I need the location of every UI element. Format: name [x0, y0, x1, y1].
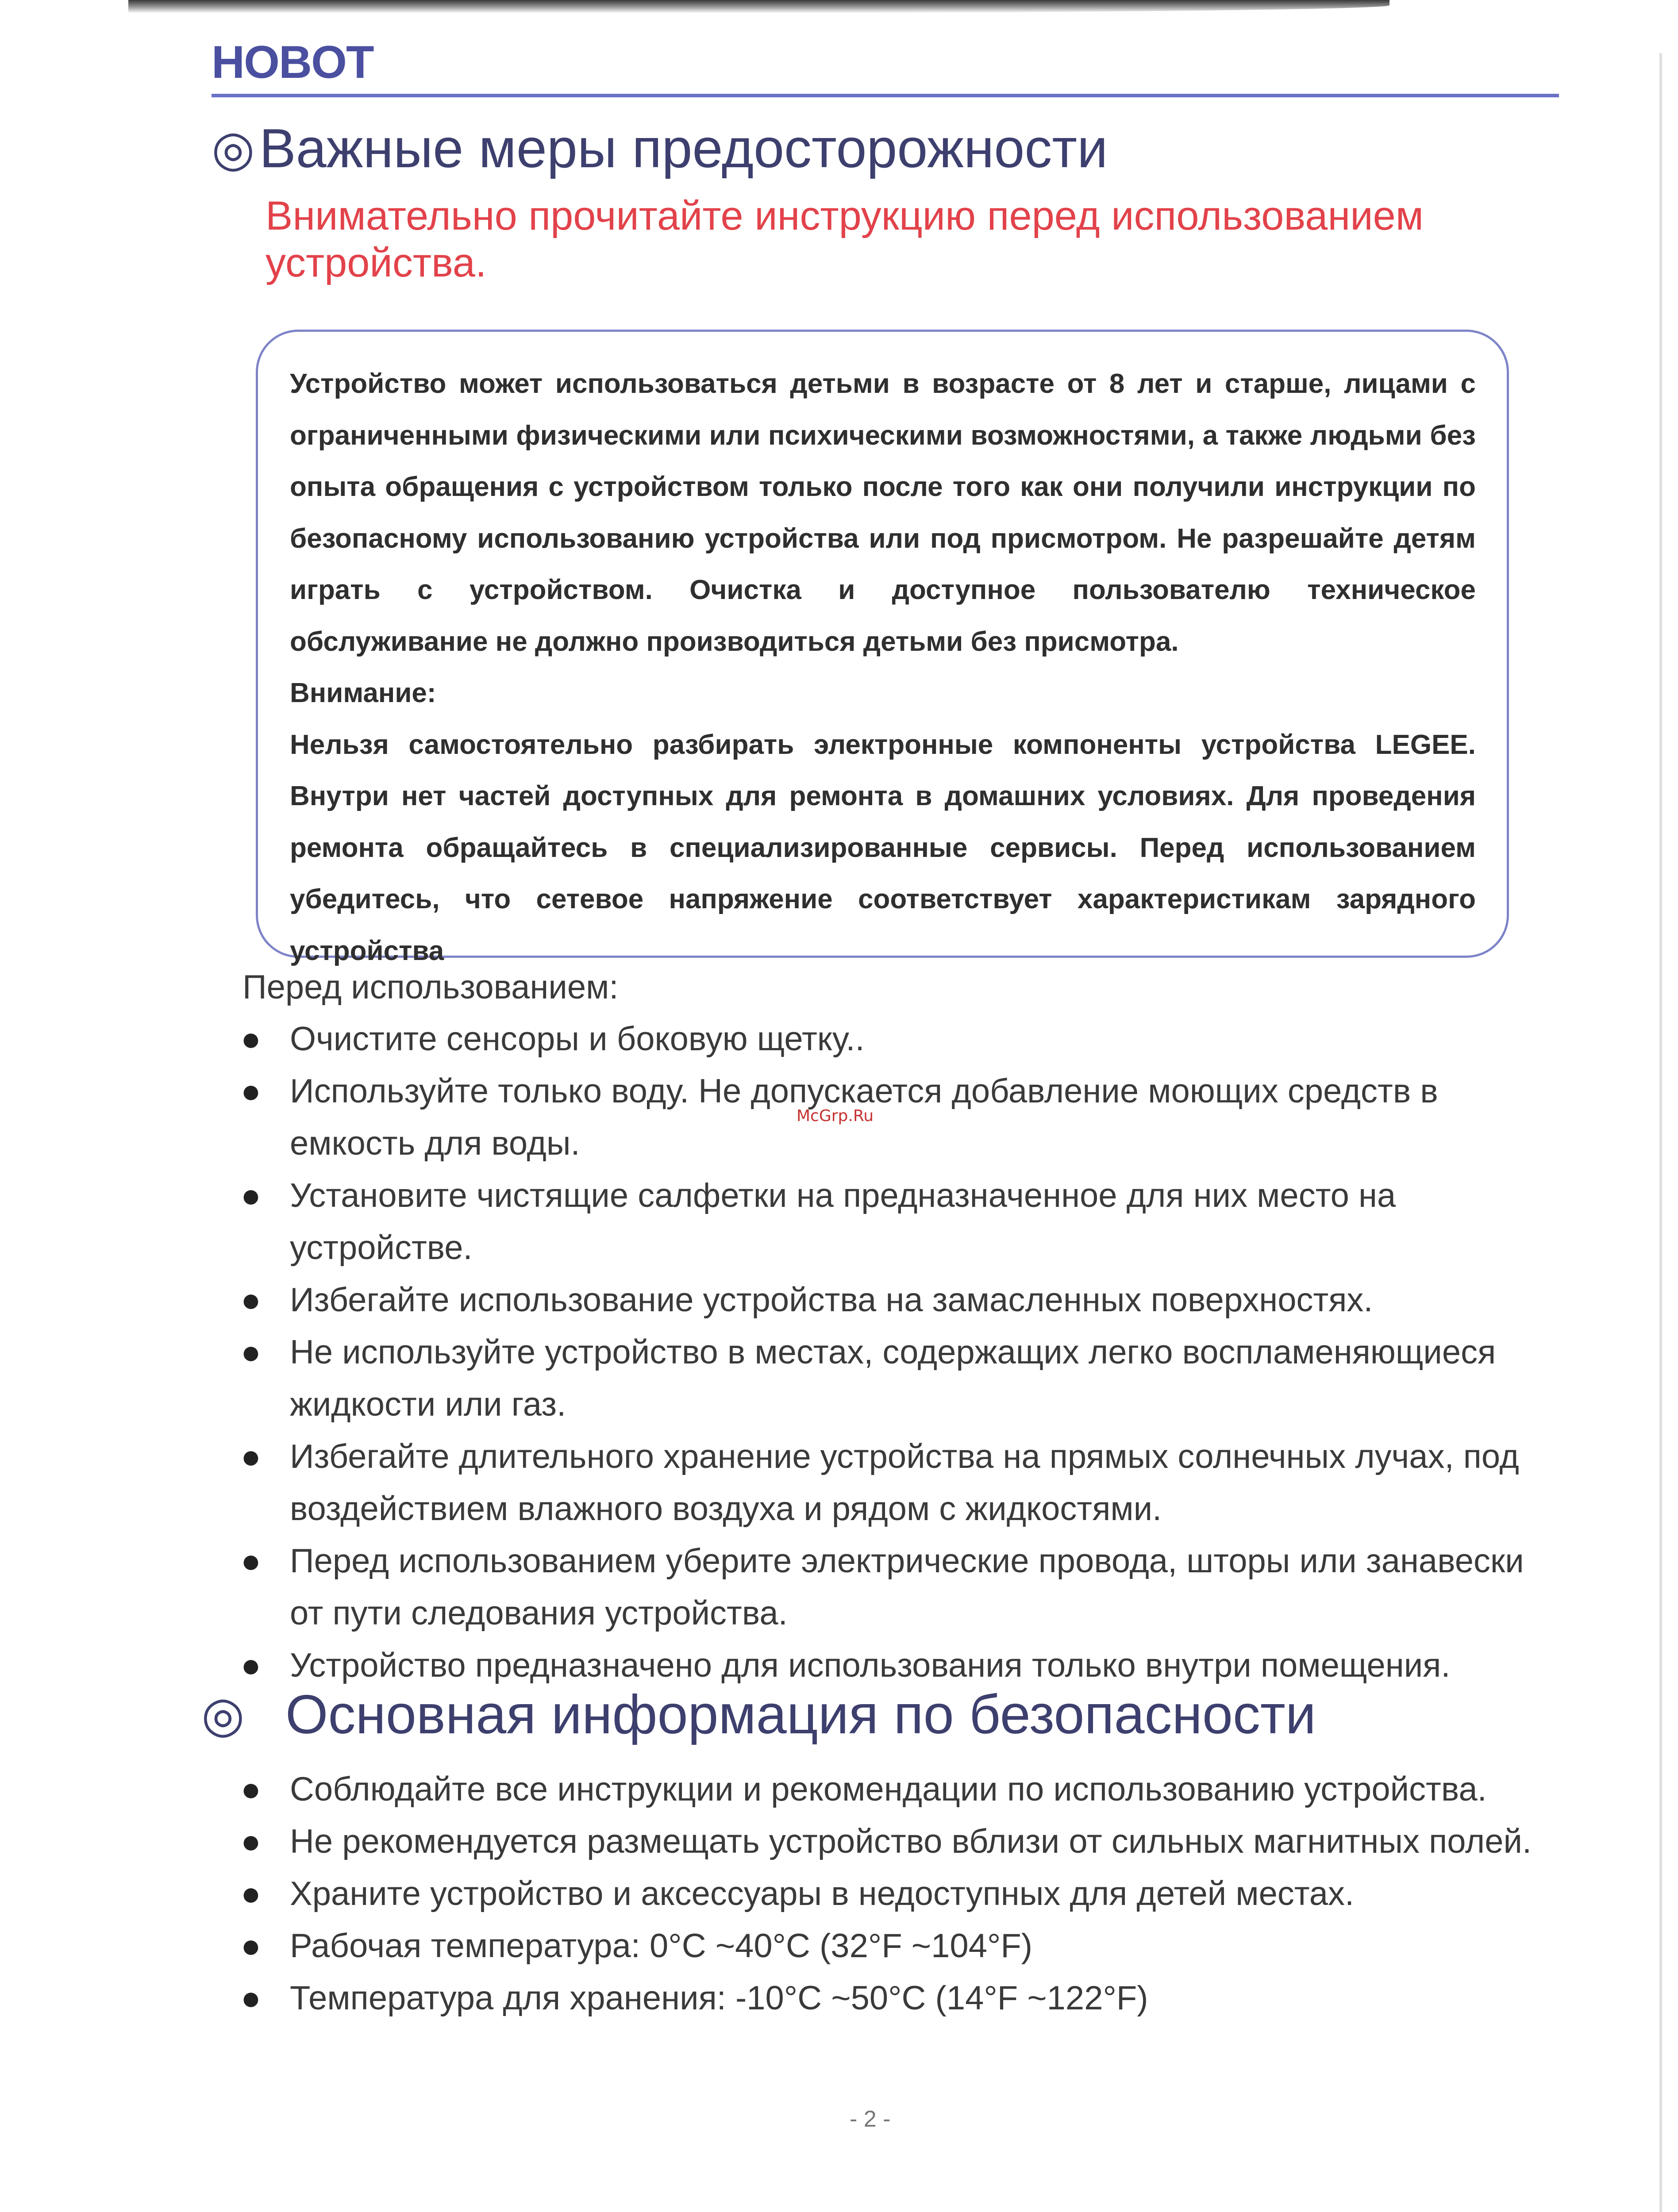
bullet-icon: ● [241, 1647, 261, 1684]
bullet-icon: ● [241, 1542, 261, 1580]
list-item: ● Очистите сенсоры и боковую щетку.. [239, 1013, 1549, 1065]
list-item: ● Устройство предназначено для использования только внутри помещения. [239, 1640, 1549, 1692]
bullet-icon: ● [241, 1979, 261, 2017]
list-item: ● Рабочая температура: 0°C ~40°C (32°F ~104°F) [239, 1920, 1549, 1972]
list-item: ● Храните устройство и аксессуары в недоступных для детей местах. [239, 1868, 1549, 1920]
attention-label: Внимание: [290, 678, 436, 708]
bullet-icon: ● [241, 1927, 261, 1965]
precautions-heading [212, 117, 1108, 180]
list-item: ● Используйте только воду. Не допускается добавление моющих средств в емкость для воды. [239, 1065, 1549, 1170]
bullet-icon: ● [241, 1333, 261, 1371]
brand-logo: HOBOT [212, 37, 373, 88]
precautions-title: Важные меры предосторожности [259, 118, 1108, 179]
list-item: ● Не рекомендуется размещать устройство вблизи от сильных магнитных полей. [239, 1816, 1549, 1868]
bullet-icon: ● [241, 1770, 261, 1808]
watermark: McGrp.Ru [797, 1107, 874, 1125]
warning-paragraph-repair: Нельзя самостоятельно разбирать электронные компоненты устройства LEGEE. Внутри нет частей доступных для ремонта в домашних условиях. Для проведения ремонта обращайтесь в специализированные сервисы. Перед использованием убедитесь, что сетевое напряжение соответствует характеристикам зарядного устройства [290, 729, 1476, 966]
bullet-icon: ● [241, 1281, 261, 1319]
bullet-icon: ● [241, 1823, 261, 1860]
before-use-list [239, 1013, 1549, 1692]
list-item: ● Избегайте длительного хранение устройства на прямых солнечных лучах, под воздействием влажного воздуха и рядом с жидкостями. [239, 1431, 1549, 1535]
list-item: ● Избегайте использование устройства на замасленных поверхностях. [239, 1274, 1549, 1326]
double-circle-icon: ◎ [212, 121, 255, 176]
list-item: ● Не используйте устройство в местах, содержащих легко воспламеняющиеся жидкости или газ. [239, 1326, 1549, 1431]
list-item: ● Соблюдайте все инструкции и рекомендации по использованию устройства. [239, 1763, 1549, 1816]
header-rule [212, 94, 1559, 97]
read-instructions-notice: Внимательно прочитайте инструкцию перед использованием устройства. [266, 193, 1424, 285]
page-number: - 2 - [850, 2106, 891, 2132]
scan-top-shadow [128, 0, 1389, 13]
bullet-icon: ● [241, 1072, 261, 1110]
bullet-icon: ● [241, 1875, 261, 1912]
bullet-icon: ● [241, 1177, 261, 1214]
scan-right-edge [1659, 53, 1663, 2212]
list-item: ● Установите чистящие салфетки на предназначенное для них место на устройстве. [239, 1170, 1549, 1274]
double-circle-icon: ◎ [201, 1687, 245, 1742]
list-item: ● Перед использованием уберите электрические провода, шторы или занавески от пути следования устройства. [239, 1535, 1549, 1640]
safety-title: Основная информация по безопасности [285, 1684, 1316, 1745]
bullet-icon: ● [241, 1438, 261, 1475]
before-use-label: Перед использованием: [242, 968, 619, 1006]
bullet-icon: ● [241, 1020, 261, 1058]
safety-list [239, 1763, 1549, 2024]
warning-paragraph-children: Устройство может использоваться детьми в возрасте от 8 лет и старше, лицами с ограниченными физическими или психическими возможностями, а также людьми без опыта обращения с устройством только после того как они получили инструкции по безопасному использованию устройства или под присмотром. Не разрешайте детям играть с устройством. Очистка и доступное пользователю техническое обслуживание не должно производиться детьми без присмотра. [290, 369, 1476, 657]
list-item: ● Температура для хранения: -10°C ~50°C (14°F ~122°F) [239, 1972, 1549, 2024]
safety-heading [201, 1683, 1316, 1746]
warning-box-text [290, 358, 1476, 977]
